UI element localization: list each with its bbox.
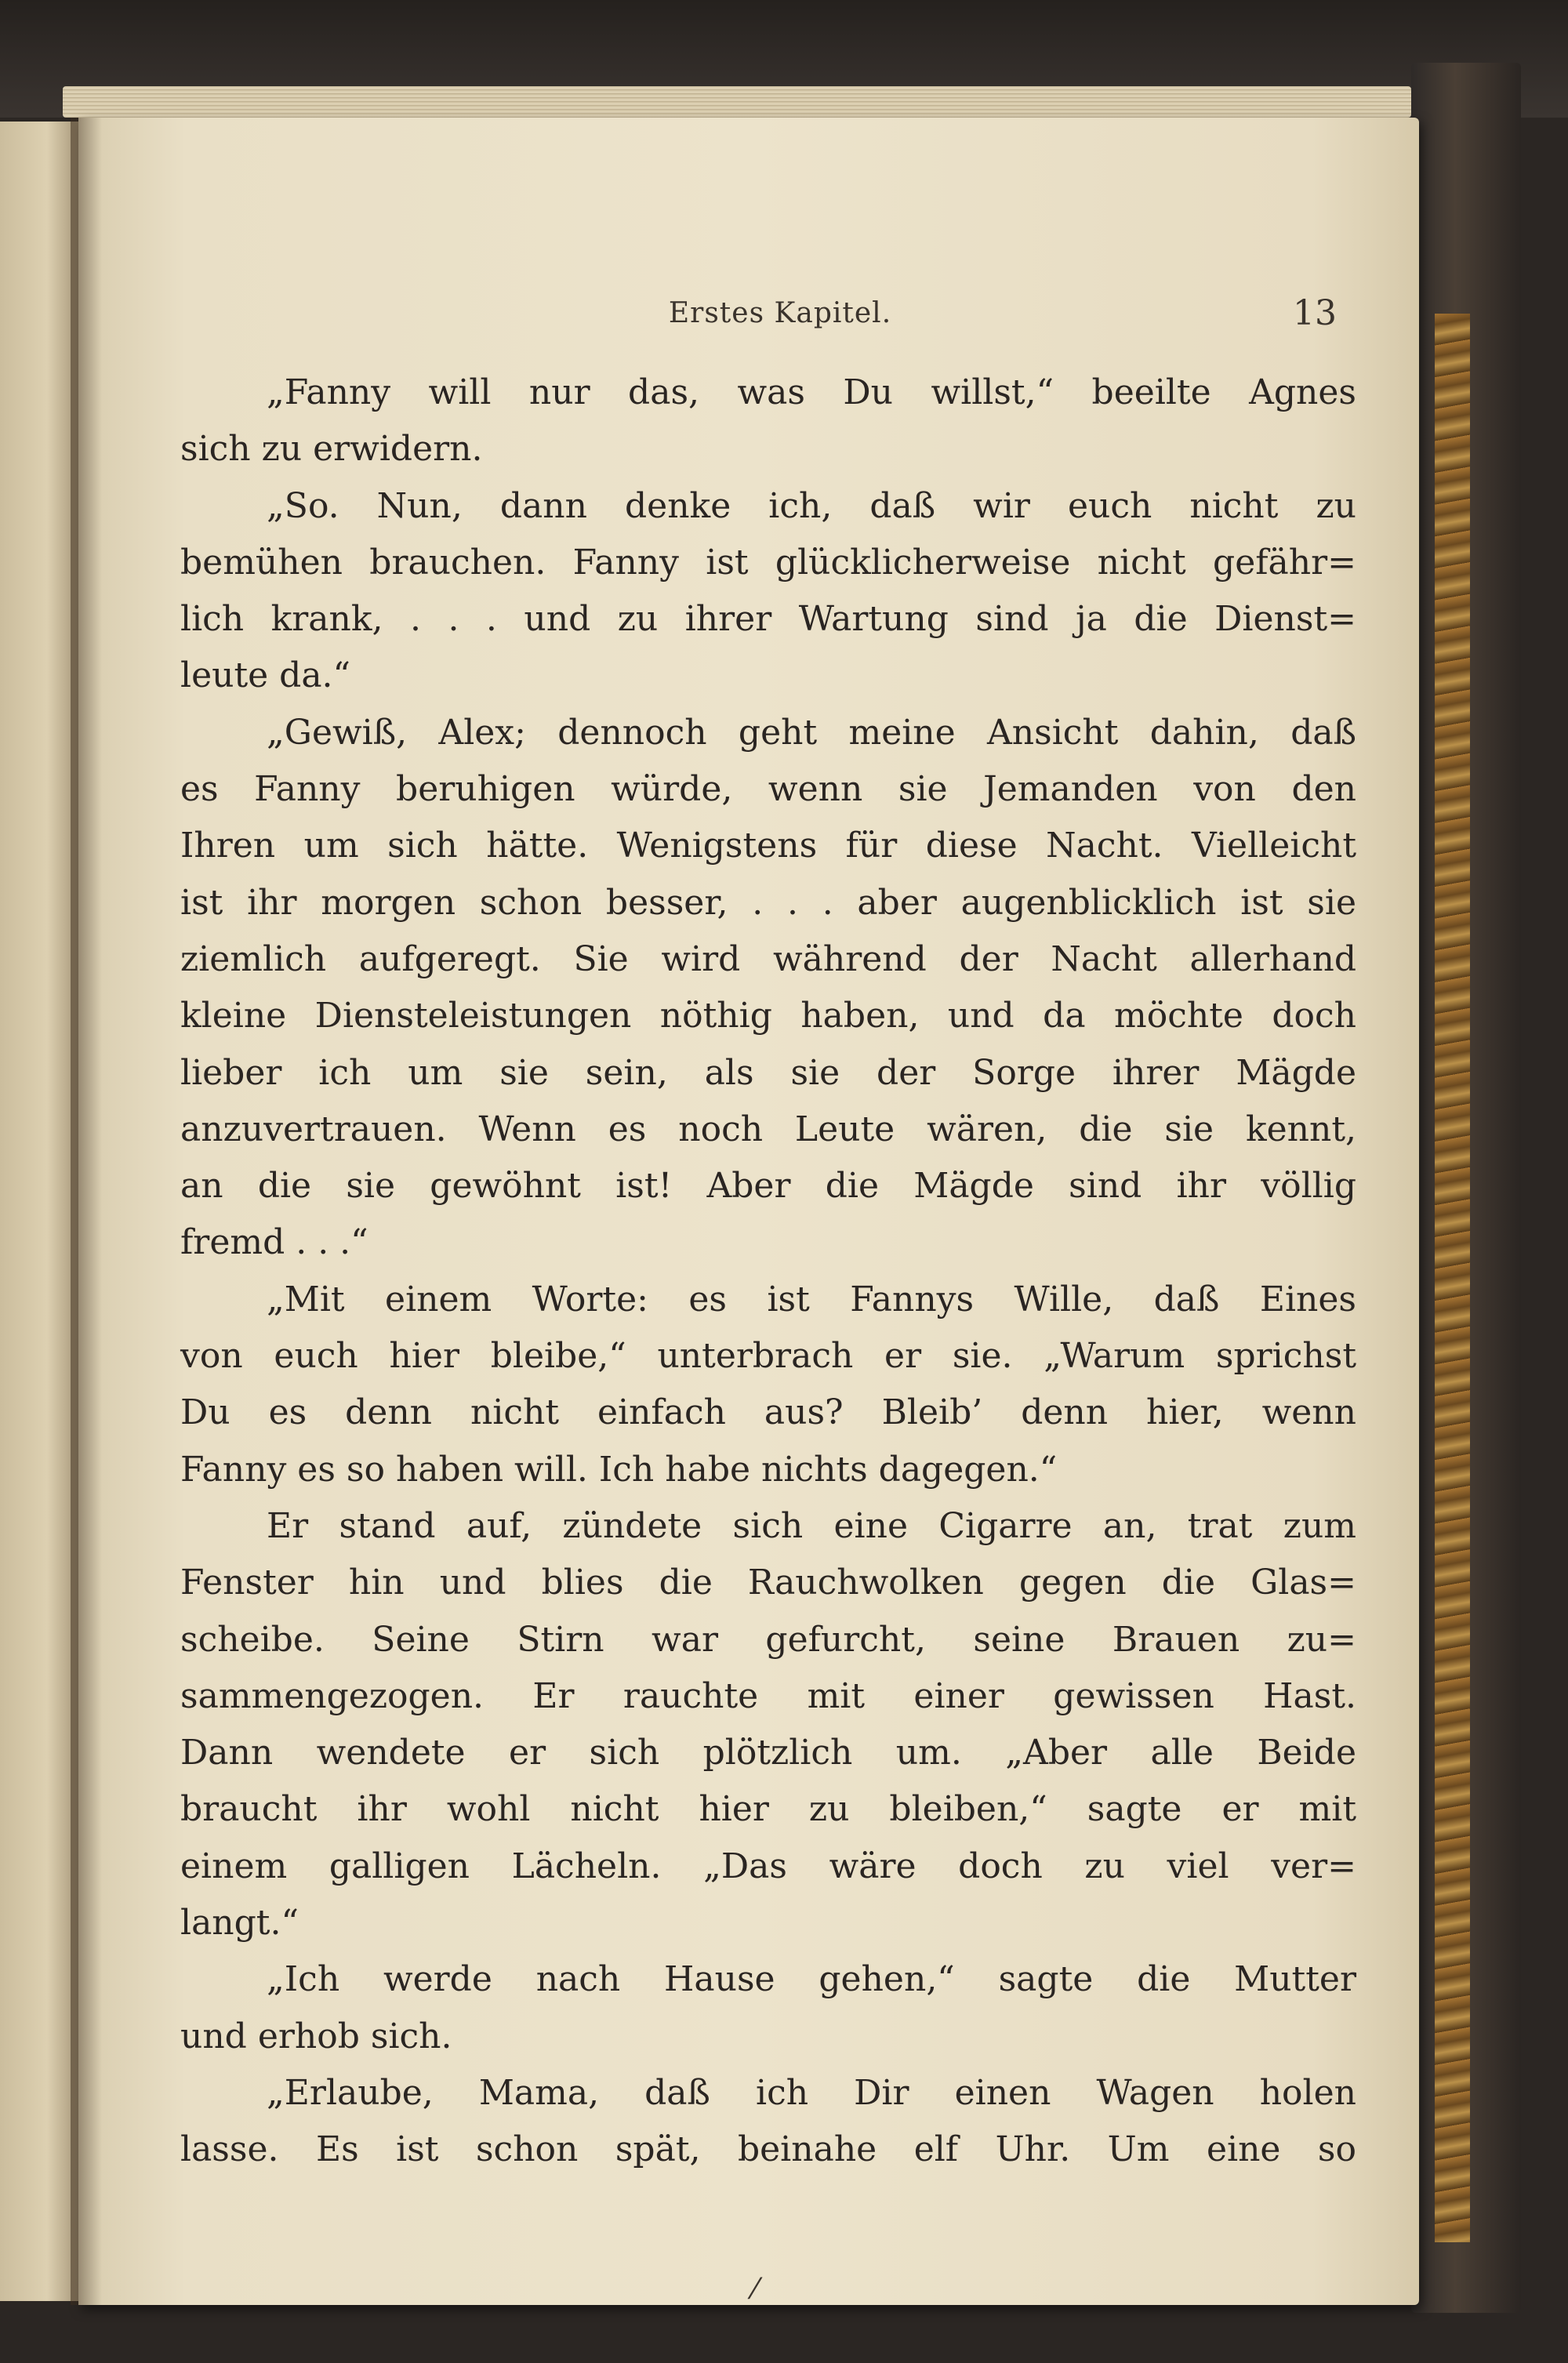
body-text <box>180 365 1356 2179</box>
text-line: ist ihr morgen schon besser, . . . aber augenblicklich ist sie <box>180 882 1356 923</box>
text-line: Er stand auf, zündete sich eine Cigarre an, trat zum <box>267 1505 1356 1546</box>
text-line: langt.“ <box>180 1903 299 1944</box>
text-line: „Fanny will nur das, was Du willst,“ beeilte Agnes <box>267 372 1356 412</box>
marbled-page-edge <box>1435 314 1470 2242</box>
chapter-title: Erstes Kapitel. <box>668 297 892 329</box>
text-line: „Erlaube, Mama, daß ich Dir einen Wagen holen <box>267 2072 1356 2113</box>
page-number: 13 <box>1293 293 1337 333</box>
text-line: einem galligen Lächeln. „Das wäre doch zu viel ver= <box>180 1846 1356 1886</box>
text-line: lasse. Es ist schon spät, beinahe elf Uhr. Um eine so <box>180 2129 1356 2170</box>
text-line: bemühen brauchen. Fanny ist glücklicherweise nicht gefähr= <box>180 542 1356 583</box>
text-line: lich krank, . . . und zu ihrer Wartung sind ja die Dienst= <box>180 599 1356 640</box>
stacked-page-edges <box>63 86 1411 118</box>
gutter-shadow <box>71 118 102 2305</box>
text-line: ziemlich aufgeregt. Sie wird während der Nacht allerhand <box>180 938 1356 979</box>
text-line: braucht ihr wohl nicht hier zu bleiben,“ sagte er mit <box>180 1789 1356 1830</box>
ink-mark: ⁄ <box>753 2274 758 2306</box>
text-line: sich zu erwidern. <box>180 429 483 470</box>
text-line: Dann wendete er sich plötzlich um. „Aber alle Beide <box>180 1733 1356 1773</box>
text-line: Du es denn nicht einfach aus? Bleib’ denn hier, wenn <box>180 1392 1356 1433</box>
text-line: „Gewiß, Alex; dennoch geht meine Ansicht dahin, daß <box>267 712 1356 753</box>
text-line: und erhob sich. <box>180 2016 452 2056</box>
text-line: es Fanny beruhigen würde, wenn sie Jemanden von den <box>180 769 1356 810</box>
text-line: von euch hier bleibe,“ unterbrach er sie. „Warum sprichst <box>180 1336 1356 1377</box>
text-line: „So. Nun, dann denke ich, daß wir euch nicht zu <box>267 485 1356 526</box>
book-page <box>78 118 1419 2305</box>
text-line: „Ich werde nach Hause gehen,“ sagte die Mutter <box>267 1959 1356 2000</box>
text-line: anzuvertrauen. Wenn es noch Leute wären, die sie kennt, <box>180 1109 1356 1149</box>
text-line: lieber ich um sie sein, als sie der Sorge ihrer Mägde <box>180 1052 1356 1093</box>
running-header <box>78 286 1419 341</box>
text-line: scheibe. Seine Stirn war gefurcht, seine Brauen zu= <box>180 1619 1356 1660</box>
text-line: sammengezogen. Er rauchte mit einer gewissen Hast. <box>180 1675 1356 1716</box>
text-line: Fanny es so haben will. Ich habe nichts dagegen.“ <box>180 1449 1058 1490</box>
text-line: „Mit einem Worte: es ist Fannys Wille, daß Eines <box>267 1279 1356 1319</box>
facing-page <box>0 122 78 2301</box>
text-line: an die sie gewöhnt ist! Aber die Mägde sind ihr völlig <box>180 1166 1356 1207</box>
text-line: leute da.“ <box>180 655 351 696</box>
text-line: kleine Diensteleistungen nöthig haben, und da möchte doch <box>180 996 1356 1036</box>
text-line: fremd . . .“ <box>180 1222 368 1263</box>
text-line: Fenster hin und blies die Rauchwolken gegen die Glas= <box>180 1563 1356 1603</box>
text-line: Ihren um sich hätte. Wenigstens für diese Nacht. Vielleicht <box>180 826 1356 866</box>
